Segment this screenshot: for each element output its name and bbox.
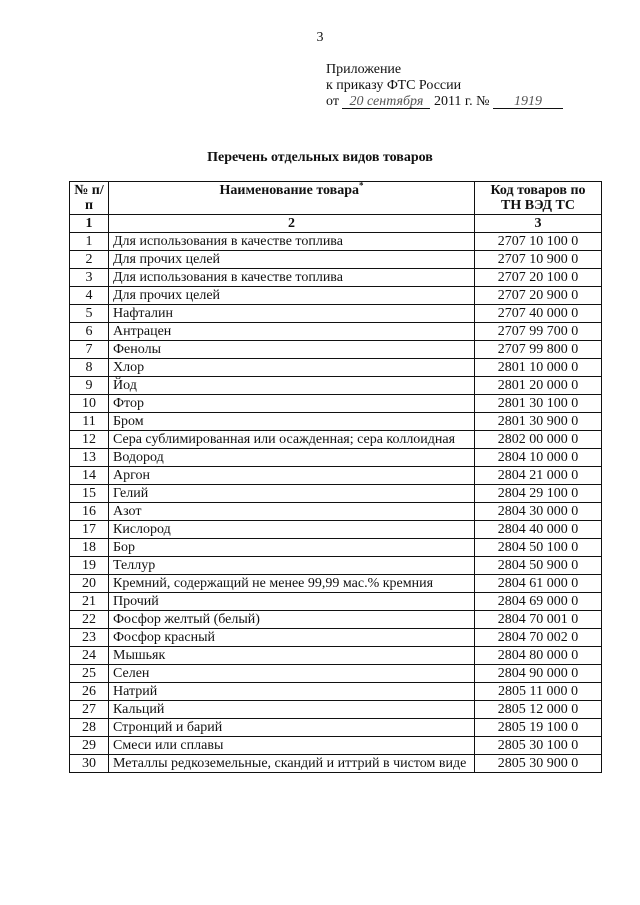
- row-name: Фтор: [109, 395, 475, 413]
- row-number: 22: [70, 611, 109, 629]
- row-number: 11: [70, 413, 109, 431]
- row-code: 2805 30 100 0: [475, 737, 602, 755]
- table-row: [70, 233, 602, 251]
- row-code: 2805 11 000 0: [475, 683, 602, 701]
- row-number: 17: [70, 521, 109, 539]
- appendix-date-line: [326, 94, 563, 110]
- row-name: Прочий: [109, 593, 475, 611]
- header-name: [109, 182, 475, 215]
- row-name: Фенолы: [109, 341, 475, 359]
- row-code: 2707 10 100 0: [475, 233, 602, 251]
- table-row: [70, 449, 602, 467]
- table-row: [70, 251, 602, 269]
- row-name: Для прочих целей: [109, 251, 475, 269]
- from-label: от: [326, 94, 339, 109]
- row-number: 10: [70, 395, 109, 413]
- header-name-text: Наименование товара: [219, 183, 360, 198]
- table-row: [70, 413, 602, 431]
- table-row: [70, 593, 602, 611]
- row-code: 2707 99 800 0: [475, 341, 602, 359]
- row-code: 2804 90 000 0: [475, 665, 602, 683]
- row-name: Стронций и барий: [109, 719, 475, 737]
- table-row: [70, 269, 602, 287]
- table-row: [70, 557, 602, 575]
- table-row: [70, 521, 602, 539]
- row-number: 27: [70, 701, 109, 719]
- row-number: 9: [70, 377, 109, 395]
- row-name: Кислород: [109, 521, 475, 539]
- appendix-block: [326, 62, 563, 110]
- row-code: 2804 80 000 0: [475, 647, 602, 665]
- row-number: 15: [70, 485, 109, 503]
- row-number: 4: [70, 287, 109, 305]
- row-name: Натрий: [109, 683, 475, 701]
- row-name: Теллур: [109, 557, 475, 575]
- row-name: Аргон: [109, 467, 475, 485]
- year-label: 2011 г. №: [433, 94, 490, 109]
- table-row: [70, 719, 602, 737]
- row-name: Йод: [109, 377, 475, 395]
- row-number: 5: [70, 305, 109, 323]
- table-row: [70, 611, 602, 629]
- table-row: [70, 539, 602, 557]
- row-code: 2804 29 100 0: [475, 485, 602, 503]
- table-row: [70, 755, 602, 773]
- table-row: [70, 377, 602, 395]
- row-name: Для использования в качестве топлива: [109, 269, 475, 287]
- row-name: Для прочих целей: [109, 287, 475, 305]
- row-name: Мышьяк: [109, 647, 475, 665]
- row-code: 2707 20 900 0: [475, 287, 602, 305]
- table-row: [70, 431, 602, 449]
- row-number: 12: [70, 431, 109, 449]
- table-row: [70, 683, 602, 701]
- row-number: 19: [70, 557, 109, 575]
- goods-table: [69, 181, 602, 773]
- column-number: 2: [109, 215, 475, 233]
- order-date: 20 сентября: [342, 95, 430, 109]
- footnote-mark: *: [359, 180, 364, 191]
- table-row: [70, 287, 602, 305]
- row-code: 2804 21 000 0: [475, 467, 602, 485]
- table-row: [70, 701, 602, 719]
- row-code: 2805 19 100 0: [475, 719, 602, 737]
- row-number: 26: [70, 683, 109, 701]
- document-title: Перечень отдельных видов товаров: [207, 150, 433, 165]
- row-name: Бор: [109, 539, 475, 557]
- table-row: [70, 395, 602, 413]
- table-row: [70, 305, 602, 323]
- row-name: Фосфор желтый (белый): [109, 611, 475, 629]
- row-name: Сера сублимированная или осажденная; сера коллоидная: [109, 431, 475, 449]
- row-number: 25: [70, 665, 109, 683]
- row-code: 2804 61 000 0: [475, 575, 602, 593]
- row-name: Гелий: [109, 485, 475, 503]
- table-row: [70, 647, 602, 665]
- table-row: [70, 341, 602, 359]
- row-number: 7: [70, 341, 109, 359]
- row-code: 2805 12 000 0: [475, 701, 602, 719]
- order-number: 1919: [493, 95, 563, 109]
- appendix-line1: Приложение: [326, 62, 402, 77]
- row-name: Смеси или сплавы: [109, 737, 475, 755]
- header-code: Код товаров по ТН ВЭД ТС: [475, 182, 602, 215]
- row-number: 30: [70, 755, 109, 773]
- row-name: Кальций: [109, 701, 475, 719]
- row-number: 8: [70, 359, 109, 377]
- row-name: Нафталин: [109, 305, 475, 323]
- row-number: 14: [70, 467, 109, 485]
- row-name: Азот: [109, 503, 475, 521]
- row-number: 13: [70, 449, 109, 467]
- table-row: [70, 323, 602, 341]
- row-number: 21: [70, 593, 109, 611]
- row-number: 20: [70, 575, 109, 593]
- table-row: [70, 359, 602, 377]
- row-number: 28: [70, 719, 109, 737]
- row-code: 2805 30 900 0: [475, 755, 602, 773]
- row-number: 24: [70, 647, 109, 665]
- row-code: 2707 40 000 0: [475, 305, 602, 323]
- row-code: 2804 10 000 0: [475, 449, 602, 467]
- row-number: 23: [70, 629, 109, 647]
- row-name: Селен: [109, 665, 475, 683]
- row-name: Для использования в качестве топлива: [109, 233, 475, 251]
- table-row: [70, 665, 602, 683]
- row-code: 2707 10 900 0: [475, 251, 602, 269]
- row-name: Металлы редкоземельные, скандий и иттрий в чистом виде: [109, 755, 475, 773]
- page-number: 3: [316, 30, 324, 45]
- column-number: 3: [475, 215, 602, 233]
- table-row: [70, 629, 602, 647]
- row-name: Антрацен: [109, 323, 475, 341]
- row-number: 18: [70, 539, 109, 557]
- table-row: [70, 737, 602, 755]
- row-name: Хлор: [109, 359, 475, 377]
- row-code: 2804 40 000 0: [475, 521, 602, 539]
- row-code: 2804 70 002 0: [475, 629, 602, 647]
- row-name: Фосфор красный: [109, 629, 475, 647]
- table-row: [70, 485, 602, 503]
- row-code: 2801 30 900 0: [475, 413, 602, 431]
- row-number: 3: [70, 269, 109, 287]
- table-row: [70, 467, 602, 485]
- table-row: [70, 503, 602, 521]
- column-numbers-row: [70, 215, 602, 233]
- table-row: [70, 575, 602, 593]
- row-code: 2804 50 900 0: [475, 557, 602, 575]
- row-code: 2804 69 000 0: [475, 593, 602, 611]
- row-code: 2707 99 700 0: [475, 323, 602, 341]
- row-name: Бром: [109, 413, 475, 431]
- row-code: 2804 30 000 0: [475, 503, 602, 521]
- row-name: Водород: [109, 449, 475, 467]
- row-code: 2707 20 100 0: [475, 269, 602, 287]
- row-number: 6: [70, 323, 109, 341]
- row-code: 2802 00 000 0: [475, 431, 602, 449]
- row-code: 2801 30 100 0: [475, 395, 602, 413]
- row-number: 1: [70, 233, 109, 251]
- column-number: 1: [70, 215, 109, 233]
- row-code: 2804 70 001 0: [475, 611, 602, 629]
- row-name: Кремний, содержащий не менее 99,99 мас.% кремния: [109, 575, 475, 593]
- row-code: 2804 50 100 0: [475, 539, 602, 557]
- table-header-row: [70, 182, 602, 215]
- header-num: № п/п: [70, 182, 109, 215]
- appendix-line2: к приказу ФТС России: [326, 78, 462, 93]
- row-code: 2801 10 000 0: [475, 359, 602, 377]
- row-number: 29: [70, 737, 109, 755]
- row-number: 16: [70, 503, 109, 521]
- row-code: 2801 20 000 0: [475, 377, 602, 395]
- row-number: 2: [70, 251, 109, 269]
